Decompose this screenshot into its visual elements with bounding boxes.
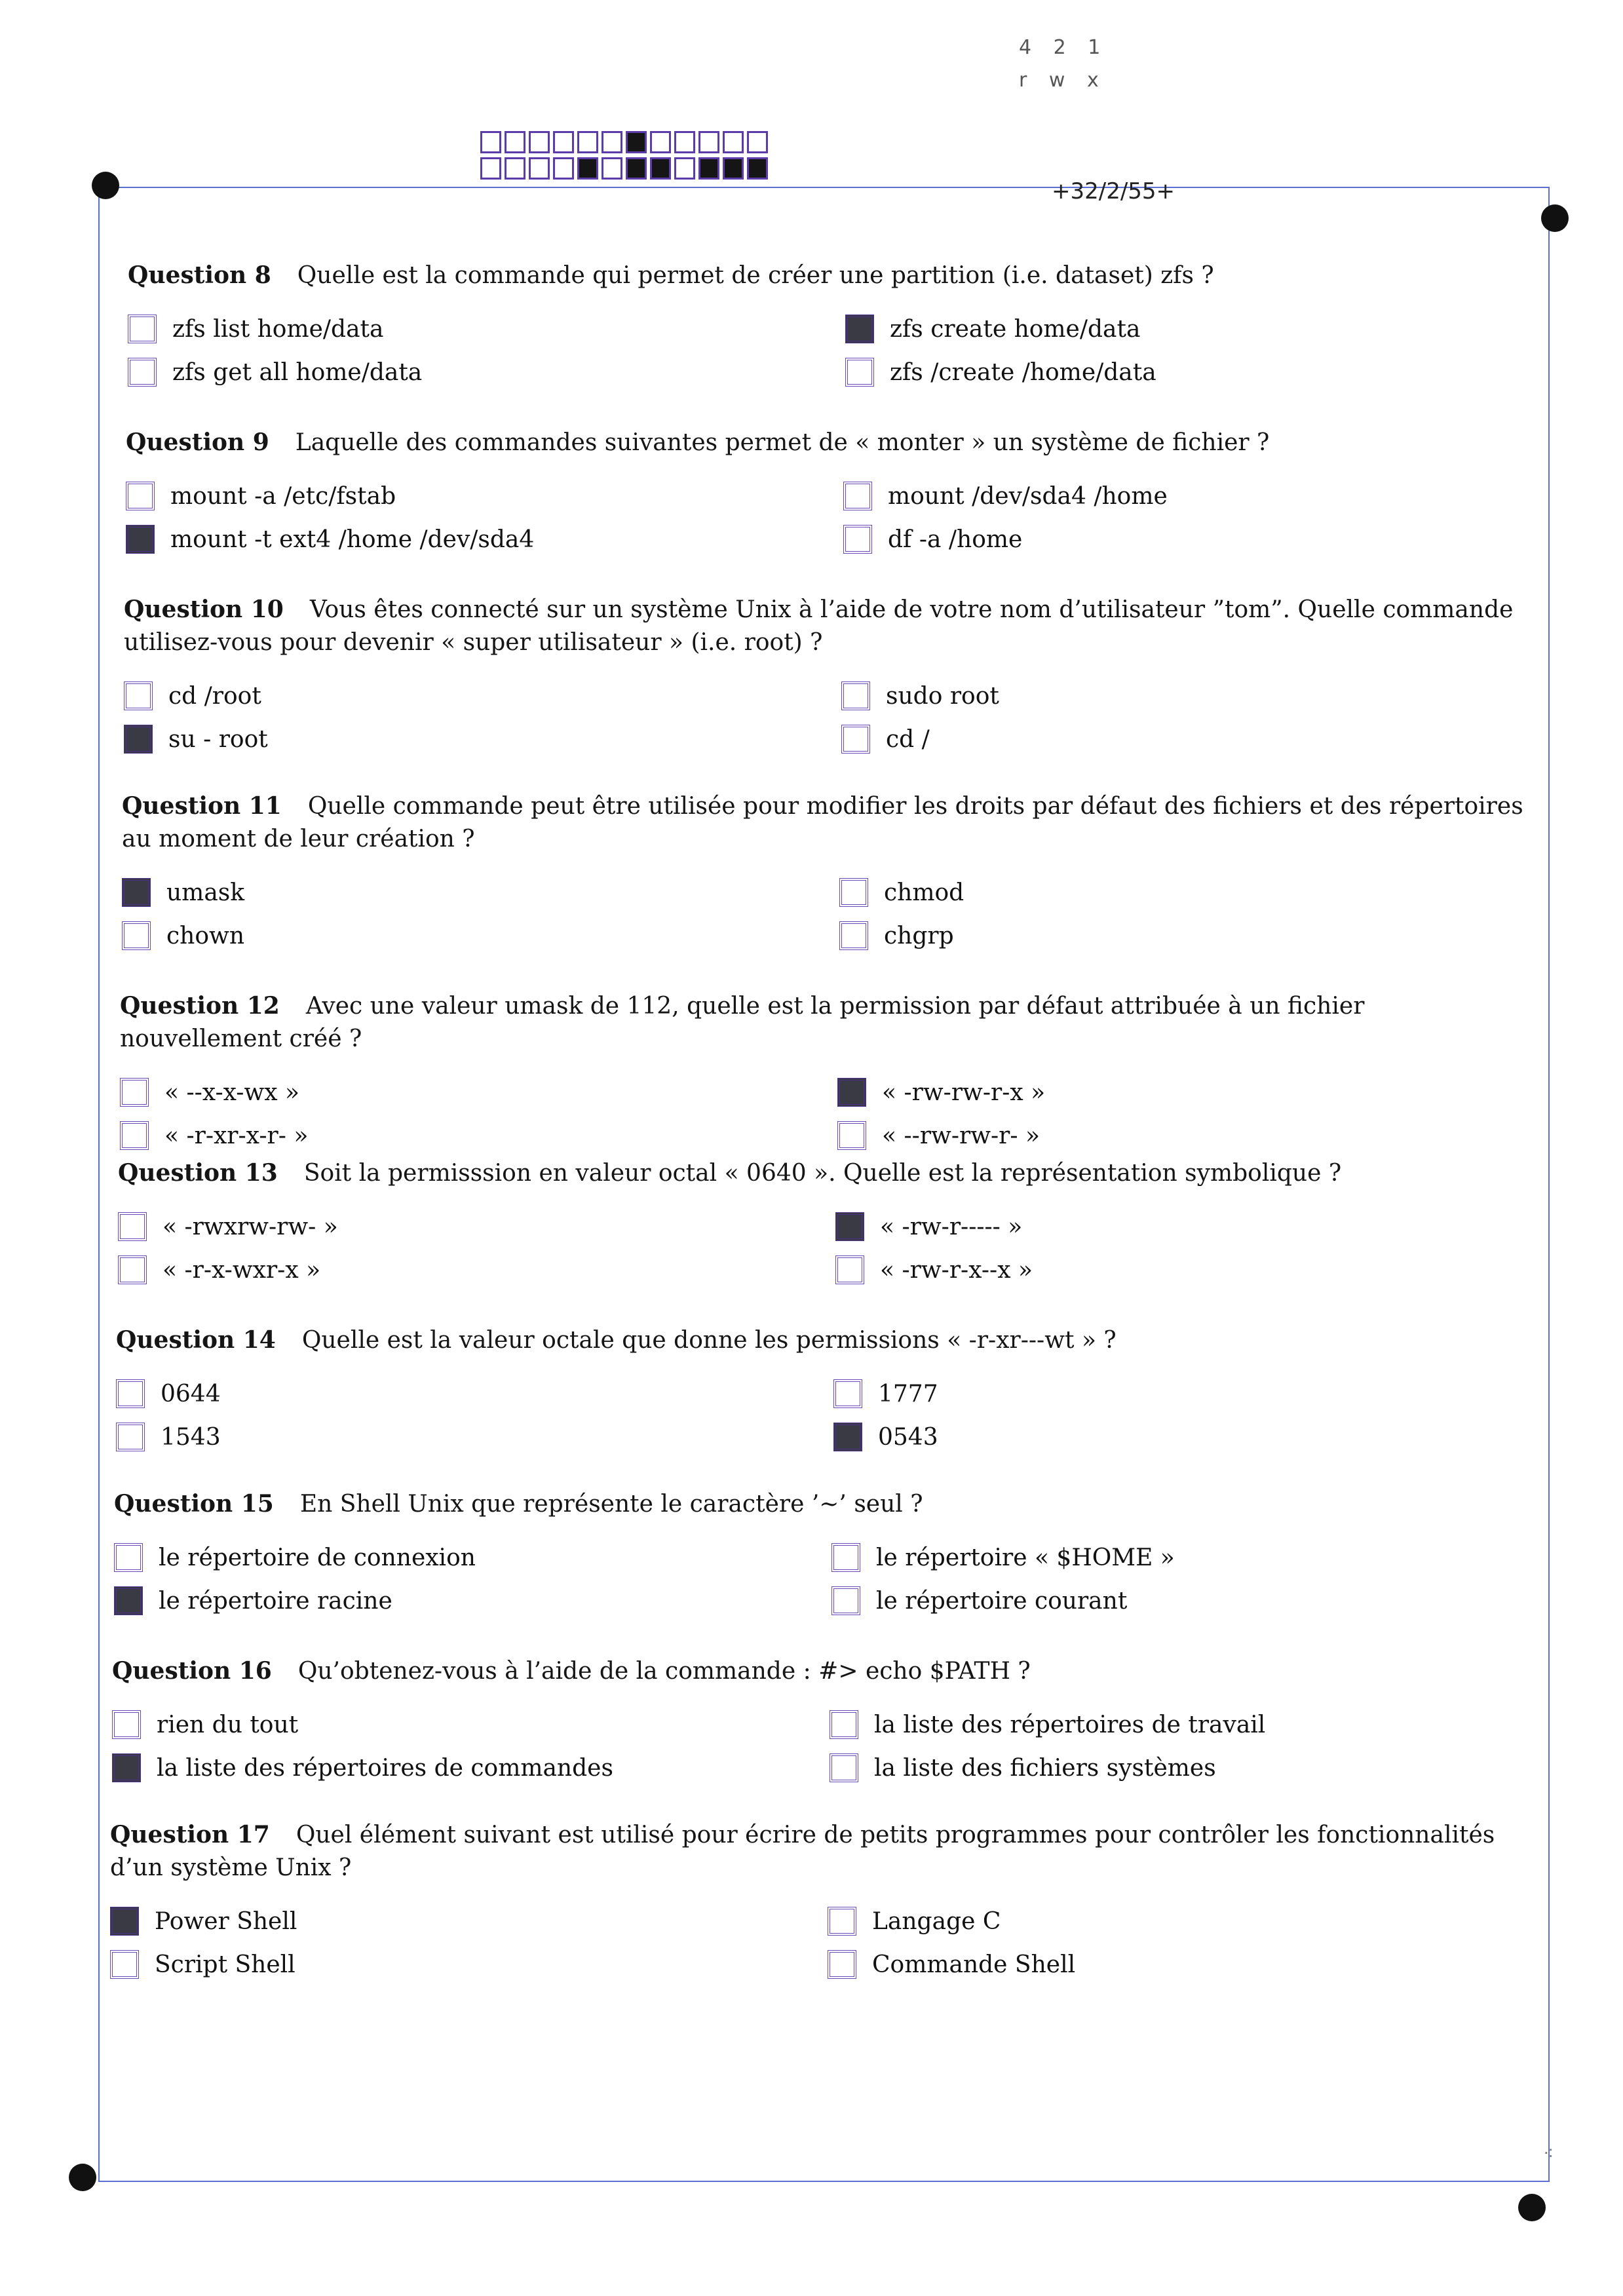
answer-label: Commande Shell bbox=[872, 1951, 1076, 1978]
answer-checkbox[interactable] bbox=[835, 1255, 864, 1284]
corner-mark-bottom-left bbox=[69, 2164, 96, 2191]
answer-checkbox[interactable] bbox=[112, 1710, 141, 1739]
answer-checkbox[interactable] bbox=[831, 1586, 860, 1615]
answer-options bbox=[110, 1904, 1516, 1981]
answer-checkbox[interactable] bbox=[124, 681, 153, 710]
answer-label: la liste des répertoires de commandes bbox=[157, 1754, 613, 1782]
question-text: Laquelle des commandes suivantes permet de « monter » un système de fichier ? bbox=[295, 429, 1270, 456]
answer-checkbox[interactable] bbox=[841, 681, 870, 710]
answer-label: le répertoire racine bbox=[159, 1587, 392, 1615]
id-grid-cell[interactable] bbox=[480, 157, 501, 180]
answer-checkbox[interactable] bbox=[843, 525, 872, 554]
question-header bbox=[128, 259, 1533, 292]
answer-option[interactable] bbox=[126, 522, 843, 556]
answer-checkbox[interactable] bbox=[118, 1255, 147, 1284]
answer-label: cd /root bbox=[168, 682, 261, 710]
answer-label: 0644 bbox=[161, 1380, 221, 1407]
answer-options bbox=[120, 1075, 1525, 1153]
question-block bbox=[120, 989, 1525, 1153]
answer-option[interactable] bbox=[839, 875, 1495, 909]
answer-options bbox=[114, 1540, 1519, 1618]
answer-checkbox[interactable] bbox=[839, 921, 868, 950]
answer-checkbox[interactable] bbox=[118, 1212, 147, 1241]
answer-checkbox[interactable] bbox=[830, 1753, 858, 1782]
answer-option[interactable] bbox=[120, 1119, 837, 1153]
answer-label: Script Shell bbox=[155, 1951, 296, 1978]
question-header bbox=[118, 1157, 1523, 1190]
answer-checkbox[interactable] bbox=[114, 1586, 143, 1615]
answer-checkbox[interactable] bbox=[828, 1950, 856, 1979]
id-grid-cell[interactable] bbox=[529, 131, 550, 153]
answer-label: « -rw-rw-r-x » bbox=[882, 1079, 1046, 1106]
id-grid-cell[interactable] bbox=[601, 157, 622, 180]
answer-option[interactable] bbox=[114, 1584, 831, 1618]
answer-options bbox=[126, 479, 1531, 556]
answer-label: umask bbox=[166, 879, 245, 906]
answer-checkbox[interactable] bbox=[837, 1121, 866, 1150]
answer-label: la liste des fichiers systèmes bbox=[874, 1754, 1216, 1782]
answer-checkbox[interactable] bbox=[835, 1212, 864, 1241]
question-block bbox=[128, 259, 1533, 389]
id-grid-cell[interactable] bbox=[747, 131, 768, 153]
answer-label: Power Shell bbox=[155, 1907, 297, 1935]
answer-option[interactable] bbox=[843, 522, 1499, 556]
question-number: Question 14 bbox=[116, 1326, 276, 1354]
question-header bbox=[116, 1324, 1521, 1357]
answer-option[interactable] bbox=[837, 1075, 1493, 1109]
question-number: Question 17 bbox=[110, 1821, 270, 1848]
question-text: Quel élément suivant est utilisé pour écrire de petits programmes pour contrôler les fonctionnalités d’un système Unix ? bbox=[110, 1822, 1495, 1881]
answer-option[interactable] bbox=[830, 1708, 1485, 1742]
answer-checkbox[interactable] bbox=[845, 315, 874, 343]
question-header bbox=[114, 1487, 1519, 1521]
answer-label: cd / bbox=[886, 725, 930, 753]
question-header bbox=[112, 1655, 1518, 1688]
question-number: Question 10 bbox=[124, 596, 284, 623]
id-grid-cell[interactable] bbox=[529, 157, 550, 180]
answer-options bbox=[128, 312, 1533, 389]
answer-checkbox[interactable] bbox=[839, 878, 868, 907]
answer-checkbox[interactable] bbox=[110, 1907, 139, 1936]
answer-checkbox[interactable] bbox=[110, 1950, 139, 1979]
answer-option[interactable] bbox=[837, 1119, 1493, 1153]
question-block bbox=[122, 790, 1527, 953]
answer-label: rien du tout bbox=[157, 1711, 299, 1738]
answer-label: zfs /create /home/data bbox=[890, 358, 1156, 386]
corner-mark-top-right bbox=[1541, 204, 1569, 232]
id-grid-row bbox=[480, 157, 771, 180]
answer-options bbox=[122, 875, 1527, 953]
answer-checkbox[interactable] bbox=[122, 878, 151, 907]
answer-checkbox[interactable] bbox=[833, 1379, 862, 1408]
id-grid-cell[interactable] bbox=[626, 157, 647, 180]
question-block bbox=[116, 1324, 1521, 1454]
answer-checkbox[interactable] bbox=[124, 725, 153, 754]
answer-option[interactable] bbox=[835, 1210, 1491, 1244]
answer-option[interactable] bbox=[116, 1377, 833, 1411]
answer-label: « -r-x-wxr-x » bbox=[162, 1256, 321, 1284]
question-block bbox=[110, 1818, 1516, 1981]
question-header bbox=[110, 1818, 1516, 1885]
question-block bbox=[126, 426, 1531, 556]
answer-label: la liste des répertoires de travail bbox=[874, 1711, 1266, 1738]
answer-option[interactable] bbox=[841, 722, 1497, 756]
answer-option[interactable] bbox=[128, 355, 845, 389]
answer-option[interactable] bbox=[835, 1253, 1491, 1287]
answer-checkbox[interactable] bbox=[843, 482, 872, 510]
question-text: Quelle est la commande qui permet de créer une partition (i.e. dataset) zfs ? bbox=[297, 262, 1214, 289]
question-number: Question 15 bbox=[114, 1490, 274, 1518]
question-text: En Shell Unix que représente le caractère ’∼’ seul ? bbox=[299, 1491, 923, 1518]
id-grid-cell[interactable] bbox=[553, 131, 574, 153]
answer-label: chmod bbox=[884, 879, 964, 906]
answer-options bbox=[118, 1210, 1523, 1287]
student-id-grid bbox=[480, 131, 771, 183]
question-text: Quelle commande peut être utilisée pour modifier les droits par défaut des fichiers et des répertoires au moment de leur création ? bbox=[122, 793, 1523, 852]
answer-label: le répertoire de connexion bbox=[159, 1544, 476, 1571]
answer-options bbox=[116, 1377, 1521, 1454]
id-grid-cell[interactable] bbox=[601, 131, 622, 153]
id-grid-cell[interactable] bbox=[505, 157, 525, 180]
answer-checkbox[interactable] bbox=[116, 1379, 145, 1408]
answer-label: mount /dev/sda4 /home bbox=[888, 482, 1168, 510]
corner-mark-top-left bbox=[92, 172, 119, 199]
answer-checkbox[interactable] bbox=[828, 1907, 856, 1936]
id-grid-cell[interactable] bbox=[747, 157, 768, 180]
answer-checkbox[interactable] bbox=[841, 725, 870, 754]
question-text: Qu’obtenez-vous à l’aide de la commande : #> echo $PATH ? bbox=[297, 1658, 1031, 1685]
answer-option[interactable] bbox=[841, 679, 1497, 713]
answer-label: 1777 bbox=[878, 1380, 938, 1407]
answer-option[interactable] bbox=[845, 312, 1500, 346]
answer-option[interactable] bbox=[116, 1420, 833, 1454]
answer-checkbox[interactable] bbox=[837, 1078, 866, 1107]
answer-option[interactable] bbox=[118, 1210, 835, 1244]
answer-checkbox[interactable] bbox=[112, 1753, 141, 1782]
id-grid-cell[interactable] bbox=[577, 131, 598, 153]
answer-option[interactable] bbox=[128, 312, 845, 346]
answer-checkbox[interactable] bbox=[128, 358, 157, 387]
answer-option[interactable] bbox=[830, 1751, 1485, 1785]
question-text: Vous êtes connecté sur un système Unix à l’aide de votre nom d’utilisateur ”tom”. Quelle commande utilisez-vous pour devenir « super utilisateur » (i.e. root) ? bbox=[124, 596, 1514, 656]
answer-label: 0543 bbox=[878, 1423, 938, 1451]
answer-label: « --x-x-wx » bbox=[164, 1079, 300, 1106]
id-grid-cell[interactable] bbox=[650, 131, 671, 153]
question-text: Avec une valeur umask de 112, quelle est la permission par défaut attribuée à un fichier nouvellement créé ? bbox=[120, 993, 1365, 1052]
answer-option[interactable] bbox=[122, 919, 839, 953]
answer-checkbox[interactable] bbox=[114, 1543, 143, 1572]
answer-label: le répertoire « $HOME » bbox=[876, 1544, 1175, 1571]
scan-specks: ⁖ bbox=[1543, 2143, 1554, 2164]
answer-option[interactable] bbox=[845, 355, 1500, 389]
answer-label: « --rw-rw-r- » bbox=[882, 1122, 1041, 1149]
id-grid-row bbox=[480, 131, 771, 153]
id-grid-cell[interactable] bbox=[723, 157, 744, 180]
answer-label: zfs list home/data bbox=[172, 315, 384, 343]
answer-option[interactable] bbox=[831, 1584, 1487, 1618]
answer-label: mount -t ext4 /home /dev/sda4 bbox=[170, 526, 535, 553]
answer-label: chgrp bbox=[884, 922, 954, 949]
answer-option[interactable] bbox=[126, 479, 843, 513]
answer-checkbox[interactable] bbox=[830, 1710, 858, 1739]
answer-label: 1543 bbox=[161, 1423, 221, 1451]
answer-checkbox[interactable] bbox=[833, 1423, 862, 1451]
answer-label: « -rw-r-x--x » bbox=[880, 1256, 1033, 1284]
answer-option[interactable] bbox=[831, 1540, 1487, 1575]
handwritten-note-bottom: r w x bbox=[1019, 69, 1107, 92]
answer-option[interactable] bbox=[828, 1904, 1483, 1938]
id-grid-cell[interactable] bbox=[674, 131, 695, 153]
answer-label: su - root bbox=[168, 725, 268, 753]
answer-option[interactable] bbox=[114, 1540, 831, 1575]
answer-option[interactable] bbox=[843, 479, 1499, 513]
answer-label: « -r-xr-x-r- » bbox=[164, 1122, 309, 1149]
id-grid-cell[interactable] bbox=[626, 131, 647, 153]
id-grid-cell[interactable] bbox=[723, 131, 744, 153]
answer-option[interactable] bbox=[828, 1947, 1483, 1981]
handwritten-note-top: 4 2 1 bbox=[1019, 36, 1109, 59]
page-code: +32/2/55+ bbox=[1052, 178, 1175, 204]
question-block bbox=[124, 593, 1529, 756]
answer-checkbox[interactable] bbox=[845, 358, 874, 387]
question-block bbox=[118, 1157, 1523, 1287]
answer-checkbox[interactable] bbox=[126, 482, 155, 510]
corner-mark-bottom-right bbox=[1518, 2194, 1546, 2221]
answer-option[interactable] bbox=[833, 1420, 1489, 1454]
answer-label: « -rw-r----- » bbox=[880, 1213, 1023, 1240]
answer-option[interactable] bbox=[124, 722, 841, 756]
question-number: Question 9 bbox=[126, 429, 269, 456]
answer-label: zfs create home/data bbox=[890, 315, 1141, 343]
question-text: Soit la permisssion en valeur octal « 0640 ». Quelle est la représentation symbolique ? bbox=[303, 1160, 1342, 1187]
answer-checkbox[interactable] bbox=[122, 921, 151, 950]
answer-checkbox[interactable] bbox=[120, 1121, 149, 1150]
id-grid-cell[interactable] bbox=[674, 157, 695, 180]
id-grid-cell[interactable] bbox=[650, 157, 671, 180]
answer-option[interactable] bbox=[833, 1377, 1489, 1411]
answer-checkbox[interactable] bbox=[120, 1078, 149, 1107]
answer-checkbox[interactable] bbox=[128, 315, 157, 343]
id-grid-cell[interactable] bbox=[698, 157, 719, 180]
question-number: Question 8 bbox=[128, 261, 271, 289]
question-number: Question 16 bbox=[112, 1657, 272, 1685]
answer-label: zfs get all home/data bbox=[172, 358, 423, 386]
id-grid-cell[interactable] bbox=[698, 131, 719, 153]
answer-option[interactable] bbox=[839, 919, 1495, 953]
answer-options bbox=[124, 679, 1529, 756]
question-block bbox=[112, 1655, 1518, 1785]
answer-label: Langage C bbox=[872, 1907, 1001, 1935]
answer-option[interactable] bbox=[122, 875, 839, 909]
question-header bbox=[124, 593, 1529, 659]
answer-option[interactable] bbox=[112, 1751, 830, 1785]
answer-option[interactable] bbox=[110, 1947, 828, 1981]
id-grid-cell[interactable] bbox=[553, 157, 574, 180]
answer-label: df -a /home bbox=[888, 526, 1023, 553]
answer-option[interactable] bbox=[110, 1904, 828, 1938]
answer-option[interactable] bbox=[120, 1075, 837, 1109]
answer-label: sudo root bbox=[886, 682, 999, 710]
id-grid-cell[interactable] bbox=[577, 157, 598, 180]
answer-option[interactable] bbox=[112, 1708, 830, 1742]
answer-option[interactable] bbox=[124, 679, 841, 713]
question-header bbox=[122, 790, 1527, 856]
answer-options bbox=[112, 1708, 1518, 1785]
answer-checkbox[interactable] bbox=[116, 1423, 145, 1451]
answer-label: chown bbox=[166, 922, 245, 949]
answer-checkbox[interactable] bbox=[831, 1543, 860, 1572]
answer-label: mount -a /etc/fstab bbox=[170, 482, 396, 510]
question-number: Question 12 bbox=[120, 992, 280, 1020]
question-number: Question 11 bbox=[122, 792, 282, 820]
question-number: Question 13 bbox=[118, 1159, 278, 1187]
answer-label: « -rwxrw-rw- » bbox=[162, 1213, 338, 1240]
question-header bbox=[126, 426, 1531, 459]
question-header bbox=[120, 989, 1525, 1056]
answer-checkbox[interactable] bbox=[126, 525, 155, 554]
id-grid-cell[interactable] bbox=[480, 131, 501, 153]
answer-label: le répertoire courant bbox=[876, 1587, 1128, 1615]
answer-option[interactable] bbox=[118, 1253, 835, 1287]
question-text: Quelle est la valeur octale que donne les permissions « -r-xr---wt » ? bbox=[301, 1327, 1117, 1354]
id-grid-cell[interactable] bbox=[505, 131, 525, 153]
question-block bbox=[114, 1487, 1519, 1618]
